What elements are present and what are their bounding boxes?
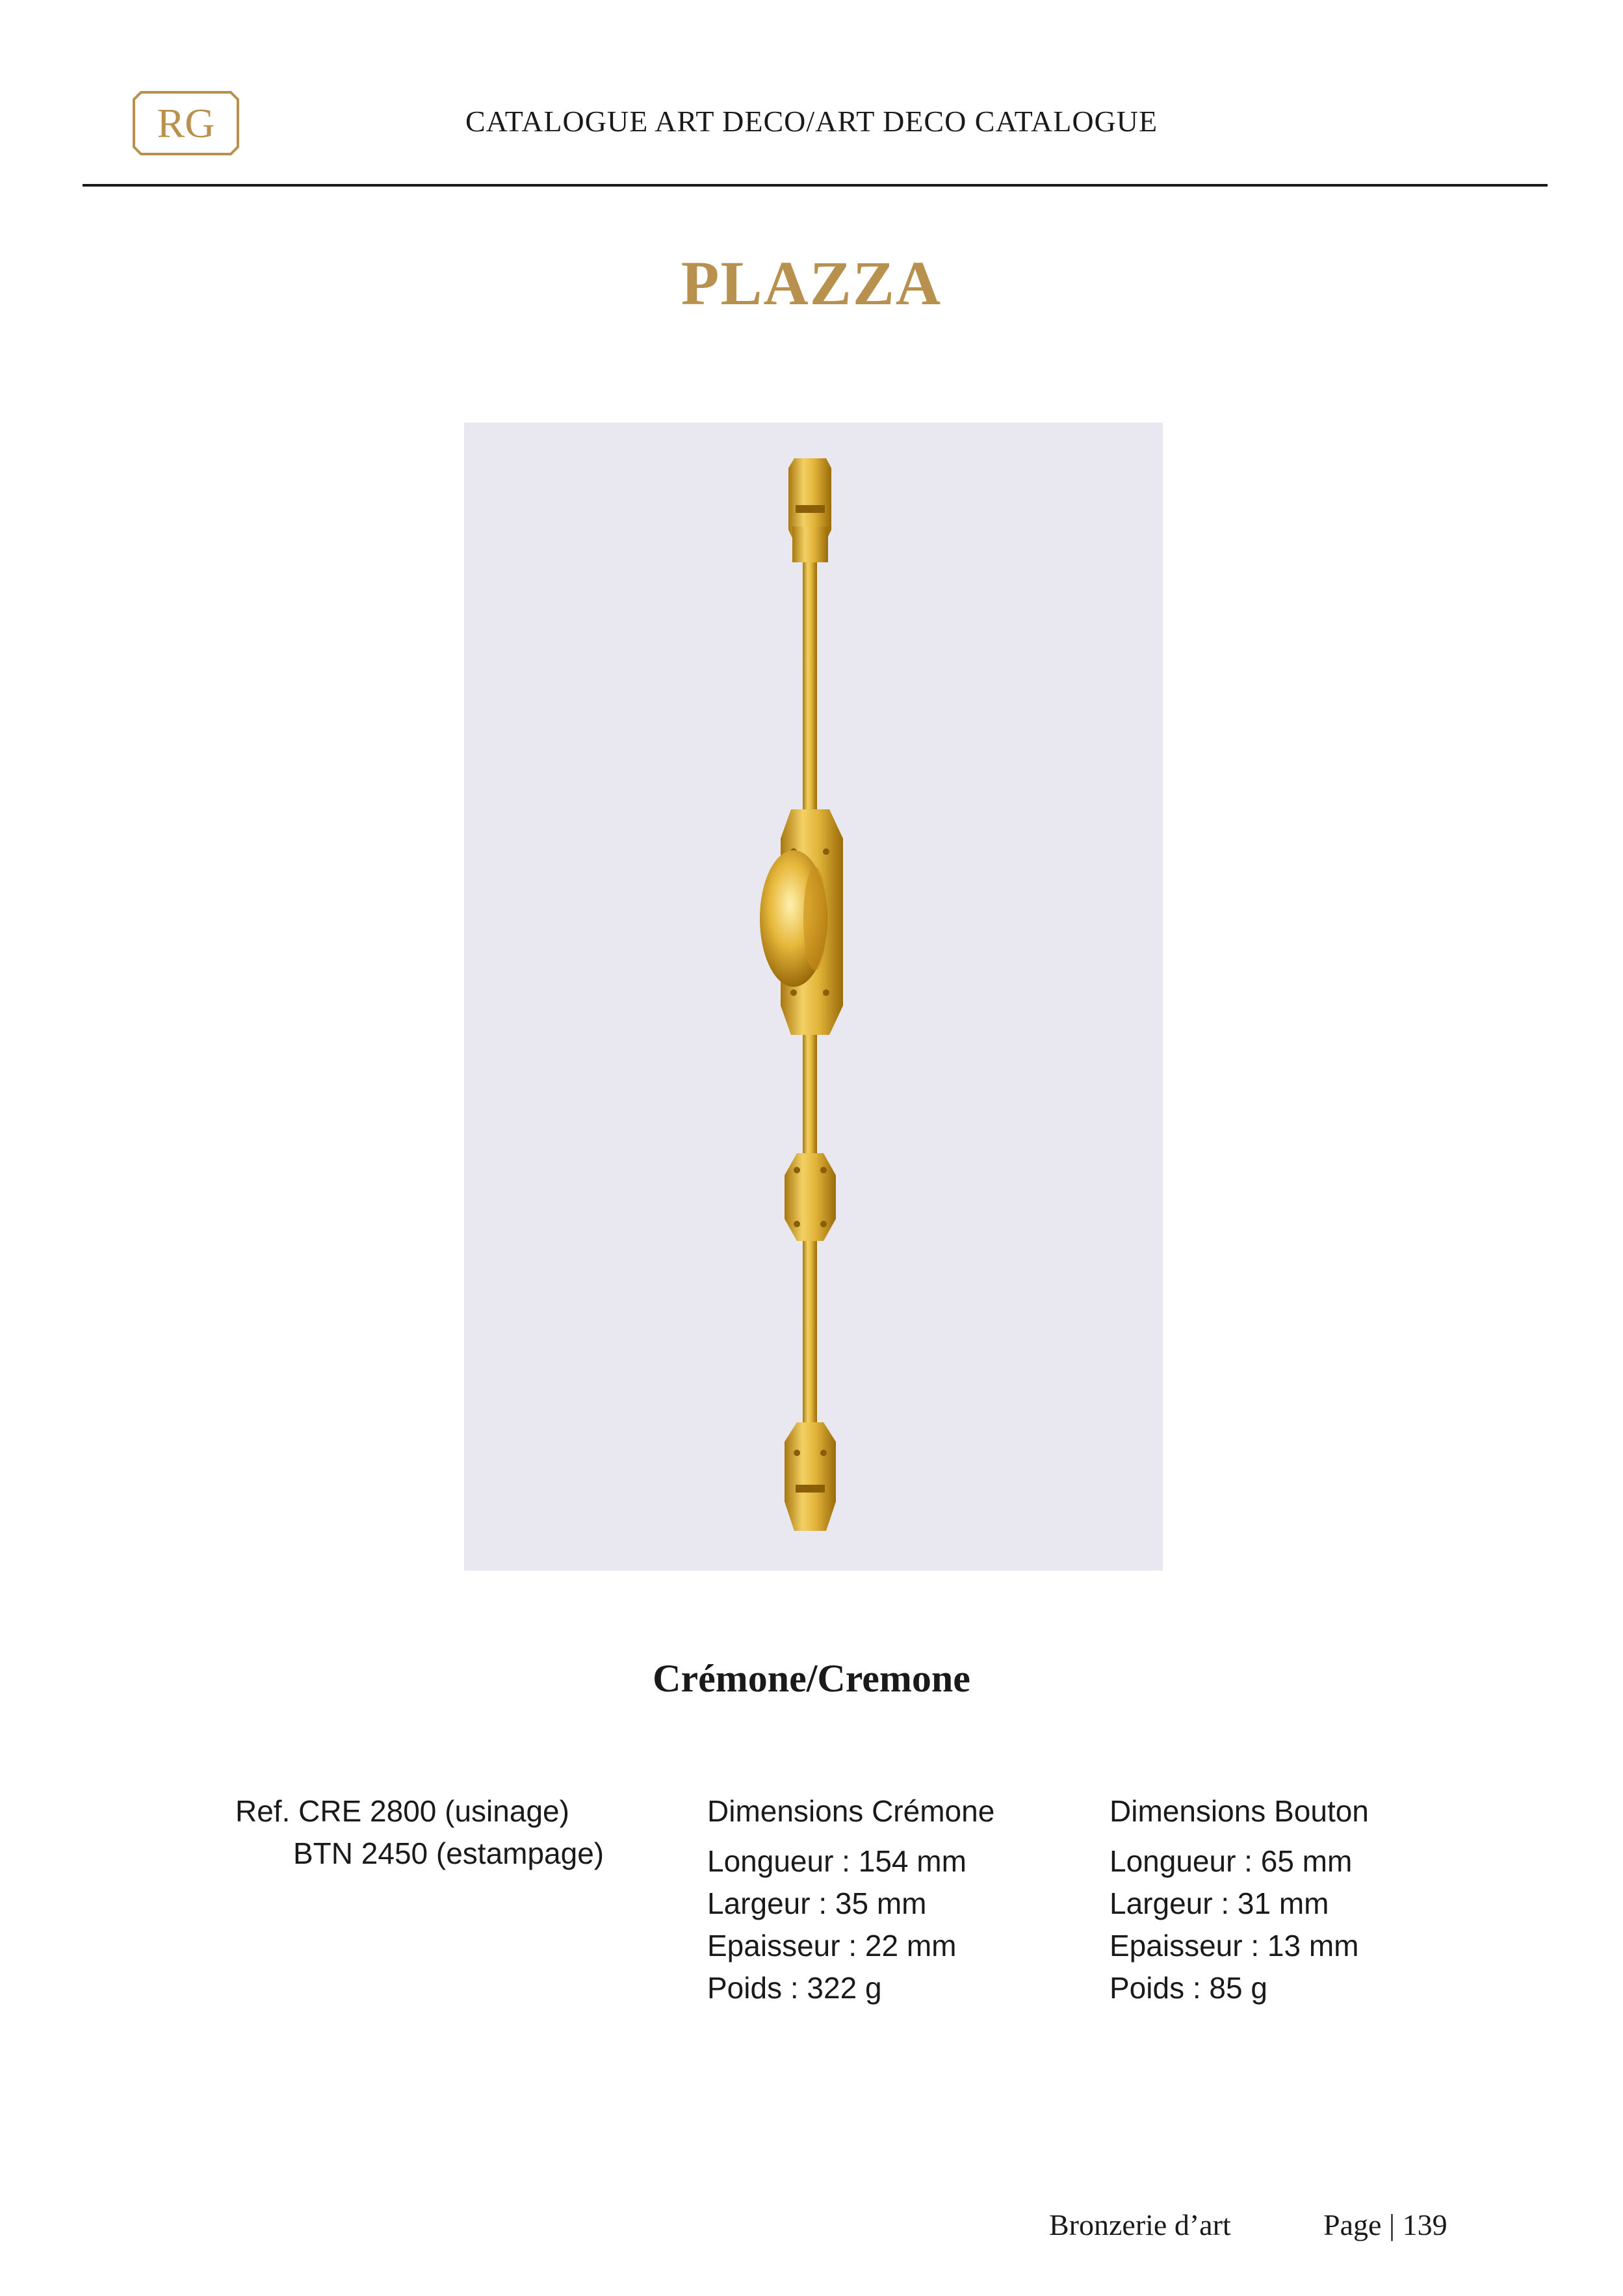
logo-text: RG [157, 100, 215, 146]
bouton-width: Largeur : 31 mm [1110, 1886, 1329, 1920]
page-number: Page | 139 [1323, 2208, 1448, 2241]
reference-line-1: Ref. CRE 2800 (usinage) [235, 1794, 569, 1828]
bouton-dimensions-heading: Dimensions Bouton [1110, 1794, 1369, 1828]
bouton-thickness: Epaisseur : 13 mm [1110, 1929, 1359, 1963]
page-title: PLAZZA [681, 248, 942, 318]
cremone-dimensions-heading: Dimensions Crémone [707, 1794, 995, 1828]
product-photo [464, 423, 1163, 1571]
cremone-bolt-image [464, 423, 1163, 1571]
bouton-length: Longueur : 65 mm [1110, 1844, 1353, 1878]
reference-line-2: BTN 2450 (estampage) [293, 1836, 604, 1870]
cremone-length: Longueur : 154 mm [707, 1844, 967, 1878]
footer-brand: Bronzerie d’art [1049, 2208, 1231, 2241]
catalogue-title: CATALOGUE ART DECO/ART DECO CATALOGUE [465, 105, 1158, 138]
product-name: Crémone/Cremone [653, 1657, 970, 1700]
cremone-weight: Poids : 322 g [707, 1971, 882, 2005]
logo-frame-icon [132, 90, 240, 156]
cremone-thickness: Epaisseur : 22 mm [707, 1929, 957, 1963]
cremone-width: Largeur : 35 mm [707, 1886, 927, 1920]
header-divider [83, 184, 1548, 187]
bouton-weight: Poids : 85 g [1110, 1971, 1267, 2005]
rg-logo [132, 90, 240, 156]
